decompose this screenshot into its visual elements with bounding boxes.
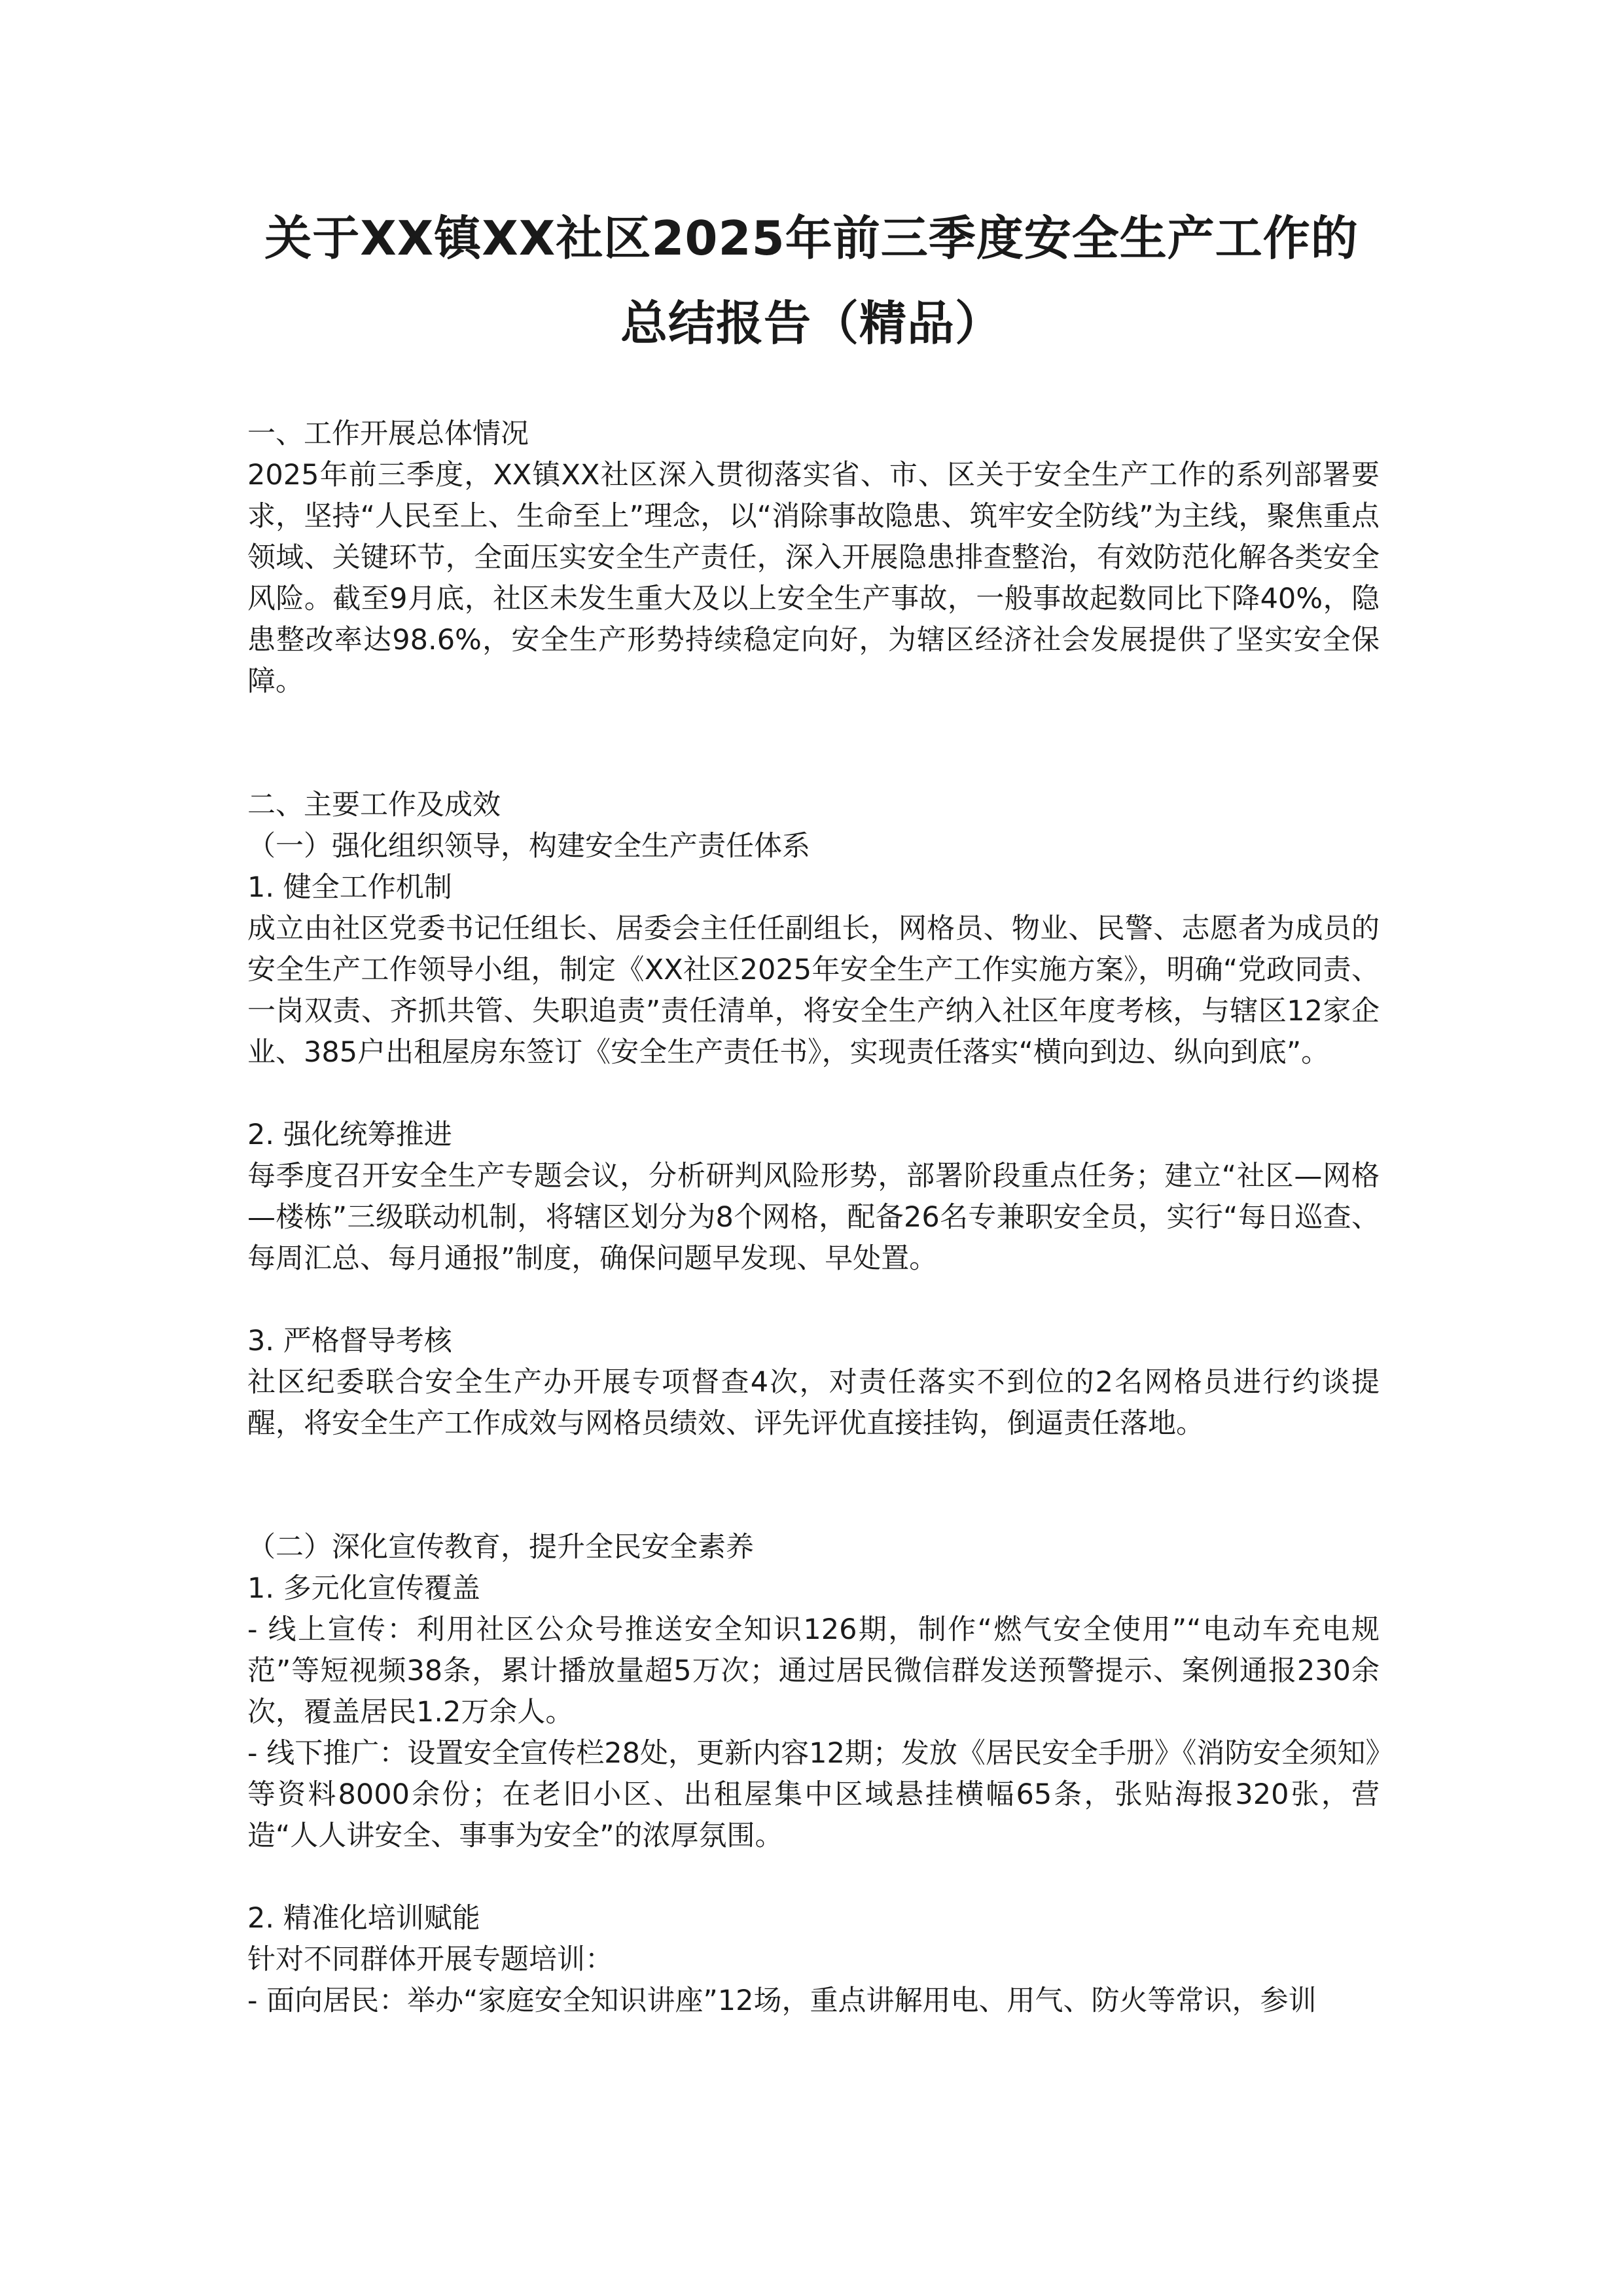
item-paragraph: 每季度召开安全生产专题会议，分析研判风险形势，部署阶段重点任务；建立“社区—网格—楼栋”三级联动机制，将辖区划分为8个网格，配备26名专兼职安全员，实行“每日巡查、每周汇总、每月通报”制度，确保问题早发现、早处置。 xyxy=(247,1160,1380,1275)
item-paragraph: 针对不同群体开展专题培训： xyxy=(247,1943,613,1976)
spacer xyxy=(247,1444,1380,1527)
item-heading: 2. 精准化培训赋能 xyxy=(247,1902,480,1935)
item-heading: 2. 强化统筹推进 xyxy=(247,1119,452,1151)
bullet-online-publicity: - 线上宣传：利用社区公众号推送安全知识126期，制作“燃气安全使用”“电动车充电规范”等短视频38条，累计播放量超5万次；通过居民微信群发送预警提示、案例通报230余次，覆盖居民1.2万余人。 xyxy=(247,1613,1380,1729)
subsection2-heading: （二）深化宣传教育，提升全民安全素养 xyxy=(247,1531,754,1564)
document-title-line2: 总结报告（精品） xyxy=(620,296,1003,351)
bullet-residents-training: - 面向居民：举办“家庭安全知识讲座”12场，重点讲解用电、用气、防火等常识，参训 xyxy=(247,1984,1317,2017)
subsection1-heading: （一）强化组织领导，构建安全生产责任体系 xyxy=(247,830,810,863)
bullet-offline-promotion: - 线下推广：设置安全宣传栏28处，更新内容12期；发放《居民安全手册》《消防安全须知》等资料8000余份；在老旧小区、出租屋集中区域悬挂横幅65条，张贴海报320张，营造“人人讲安全、事事为安全”的浓厚氛围。 xyxy=(247,1737,1380,1852)
spacer xyxy=(247,1073,1380,1115)
document-body xyxy=(247,414,1380,2022)
spacer xyxy=(247,702,1380,785)
document-title-line1: 关于XX镇XX社区2025年前三季度安全生产工作的 xyxy=(264,211,1359,266)
item-heading: 1. 多元化宣传覆盖 xyxy=(247,1572,480,1605)
item-paragraph: 成立由社区党委书记任组长、居委会主任任副组长，网格员、物业、民警、志愿者为成员的安全生产工作领导小组，制定《XX社区2025年安全生产工作实施方案》，明确“党政同责、一岗双责、齐抓共管、失职追责”责任清单，将安全生产纳入社区年度考核，与辖区12家企业、385户出租屋房东签订《安全生产责任书》，实现责任落实“横向到边、纵向到底”。 xyxy=(247,912,1380,1069)
section1-heading: 一、工作开展总体情况 xyxy=(247,418,529,450)
item-heading: 1. 健全工作机制 xyxy=(247,871,452,904)
item-paragraph: 社区纪委联合安全生产办开展专项督查4次，对责任落实不到位的2名网格员进行约谈提醒，将安全生产工作成效与网格员绩效、评先评优直接挂钩，倒逼责任落地。 xyxy=(247,1366,1380,1440)
spacer xyxy=(247,1280,1380,1321)
spacer xyxy=(247,1857,1380,1898)
section2-heading: 二、主要工作及成效 xyxy=(247,789,501,821)
section1-paragraph: 2025年前三季度，XX镇XX社区深入贯彻落实省、市、区关于安全生产工作的系列部署要求，坚持“人民至上、生命至上”理念，以“消除事故隐患、筑牢安全防线”为主线，聚焦重点领域、关键环节，全面压实安全生产责任，深入开展隐患排查整治，有效防范化解各类安全风险。截至9月底，社区未发生重大及以上安全生产事故，一般事故起数同比下降40%，隐患整改率达98.6%，安全生产形势持续稳定向好，为辖区经济社会发展提供了坚实安全保障。 xyxy=(247,459,1380,698)
item-heading: 3. 严格督导考核 xyxy=(247,1325,452,1357)
